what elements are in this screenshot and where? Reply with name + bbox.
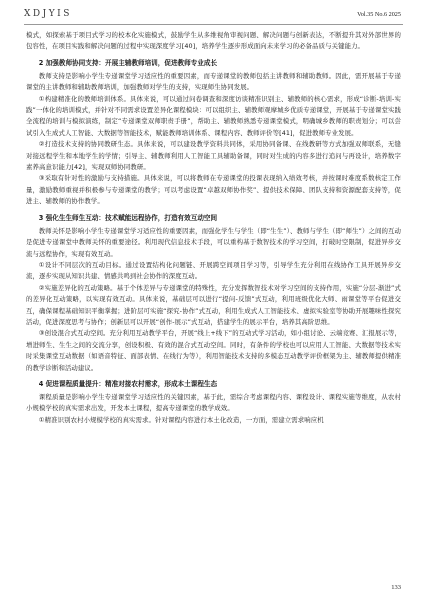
paragraph: ①构建精准化的教师培训体系。具体来说，可以通过问卷调查和深度访谈精准识别主、辅教师的核心需求，形成“诊断-培训-实践”一体化的培训模式，并针对不同需求设置差异化课程模块：可以组织主、辅教师观摩城乡优质专递课堂，开展基于专递课堂实践全流程的培训与模拟演练，制定“专递课堂双师职责手册”，帮助主、辅教师熟悉专递课堂模式，明确城乡教师的职责划分；可以尝试引入生成式人工智能、大数据等智能技术，赋能教师培训体系、课程内容、教师评价等[41]，促进教师专业发展。 <box>26 94 401 137</box>
paragraph: ①精准识别农村小规模学校的真实需求。针对课程内容进行本土化改造，一方面，需建立需求响应机 <box>38 415 324 424</box>
paragraph: ②打造技术支持的协同教研生态。具体来说，可以建设教学资料共同体，采用协同备课、在线教研等方式加强双师联系，无缝对接远程学生和本地学生的学情；引导主、辅教师利用人工智能工具辅助备课，同时对生成的内容多进行追问与再设计，培养数字素养高意识能力[42]，实现双师协同教研。 <box>26 140 401 172</box>
article-body <box>26 30 401 426</box>
paragraph: ③创设混合式互动空间。充分利用互动教学平台，开展“线上+线下”的互动式学习活动，如小组讨论、云端竞赛、汇报展示等，增进师生、生生之间的交流分享，创设积极、有效的混合式互动空间。同时，有条件的学校也可以应用人工智能、大数据等技术实时采集课堂互动数据（如语音特征、面部表情、在线行为等），利用智能技术支持的多模态互动教学评价框架为主、辅教师提供精准的教学诊断和活动建议。 <box>26 329 401 372</box>
paragraph: ②实施差异化的互动策略。基于个体差异与专递课堂的特殊性，充分发挥数智技术对学习空间的支持作用，实施“分层-渐进”式的差异化互动策略，以实现有效互动。具体来说，基础层可以进行“提问-反馈”式互动，利用班级优化大师、雨课堂等平台促进交互，确保课程基础知识平衡掌握；进阶层可实施“探究-协作”式互动，利用生成式人工智能技术、虚拟实验室等协助开展趣味性探究活动，促进深度思考与协作；创新层可以开展“创作-展示”式互动，搭建学生的展示平台，培养其高阶思维。 <box>26 283 401 326</box>
page-header <box>0 0 427 28</box>
section-heading: 2 加强教师协同支持：开展主辅教师培训，促进教师专业成长 <box>38 58 218 67</box>
header-rule <box>24 24 403 25</box>
journal-logo: XDJYIS <box>24 9 72 19</box>
paragraph: 课程质量是影响小学生专递课堂学习适应性的关键因素，基于此，需综合考虑课程内容、课程设计、课程实施等维度，从农村小规模学校的真实需求出发，开发本土课程，提高专递课堂的教学成效。 <box>26 392 401 413</box>
paragraph: 模式，如探索基于项目式学习的校本化实施模式，鼓励学生从多维视角审视问题、解决问题与创新表达，不断提升其对外部世界的包容性，在项目实践和解决问题的过程中实现深度学习[40]，培养学生逐步形成面向未来学习的必备品质与关键能力。 <box>26 31 401 51</box>
paragraph: ③采取有针对性的激励与支持措施。具体来说，可以将教师在专递课堂的投课表现纳入绩效考核，并按课时难度系数核定工作量，激励教师重视并积极参与专递课堂的教学；可以考虑设置“卓越双师协作奖”、提供技术保障、团队支持和资源配套支持等，促进主、辅教师的协作教学。 <box>26 174 401 206</box>
paragraph: 教师支持是影响小学生专递课堂学习适应性的重要因素，而专递课堂的教师包括主讲教师和辅助教师。因此，需开展基于专递课堂的主讲教师和辅助教师培训，加强教师对学生的支持，实现师生协同发展。 <box>26 71 401 92</box>
section-heading: 4 促进课程质量提升：精准对接农村需求，形成本土课程生态 <box>38 379 218 388</box>
section-heading: 3 强化生生师生互动：技术赋能远程协作，打造有效互动空间 <box>38 213 218 222</box>
paragraph: ①设计不同层次的互动目标。通过设置结构化问题链、开展跨空间项目学习等，引导学生充分利用在线协作工具开展异步交流，逐步实现从知识共建、情感共鸣到社会协作的深度互动。 <box>26 260 401 281</box>
paragraph: 教师关怀是影响小学生专递课堂学习适应性的重要因素，而强化学生与学生（即“生生”）、教师与学生（即“师生”）之间的互动是促进专递课堂中教师关怀的重要途径。利用现代信息技术手段，可以重构基于数智技术的学习空间，打破时空限制，促进异步交流与远程协作，实现有效互动。 <box>26 226 401 258</box>
page-number: 133 <box>391 584 401 591</box>
volume-issue: Vol.35 No.6 2025 <box>357 11 401 18</box>
